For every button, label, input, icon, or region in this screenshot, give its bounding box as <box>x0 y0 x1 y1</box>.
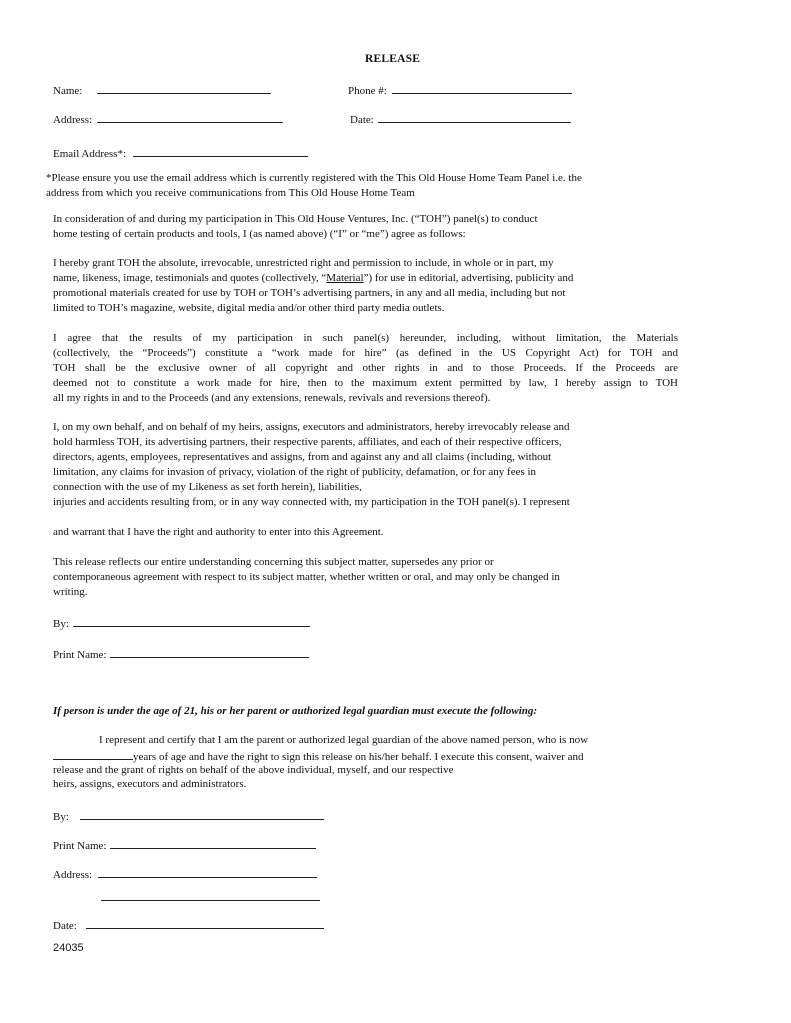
guardian-text: years of age and have the right to sign this release on his/her behalf. I execute this consent, waiver and <box>133 751 584 763</box>
date-field[interactable] <box>378 111 571 123</box>
results-paragraph <box>53 331 678 406</box>
email-note <box>46 171 686 201</box>
paragraph-line: limited to TOH’s magazine, website, digital media and/or other third party media outlets. <box>53 302 445 314</box>
date-row <box>350 111 571 128</box>
paragraph-line: I hereby grant TOH the absolute, irrevocable, unrestricted right and permission to include, in whole or in part, my <box>53 257 554 269</box>
name-label: Name: <box>53 85 83 97</box>
paragraph-line: limitation, any claims for invasion of privacy, violation of the right of publicity, defamation, or for any fees in <box>53 466 537 478</box>
guardian-address-row <box>53 866 317 883</box>
paragraph-line: promotional materials created for use by TOH or TOH’s advertising partners, in any and all media, including but not <box>53 287 566 299</box>
guardian-address-row-2 <box>101 889 320 906</box>
phone-label: Phone #: <box>348 85 387 97</box>
paragraph-line: hold harmless TOH, its advertising partners, their respective parents, affiliates, and each of their respective officers, <box>53 436 562 448</box>
grant-text: name, likeness, image, testimonials and quotes (collectively, “ <box>53 272 327 284</box>
paragraph-line: TOH shall be the exclusive owner of all copyright and other rights in and to those Proceeds. If the Proceeds are <box>53 362 678 374</box>
paragraph-line: home testing of certain products and tools, I (as named above) (“I” or “me”) agree as follows: <box>53 228 466 240</box>
email-note-line: *Please ensure you use the email address which is currently registered with the This Old House Home Team Panel i.e. the <box>46 172 582 184</box>
guardian-date-field[interactable] <box>86 917 324 929</box>
paragraph-line: In consideration of and during my participation in This Old House Ventures, Inc. (“TOH”) panel(s) to conduct <box>53 213 538 225</box>
phone-row <box>348 82 572 99</box>
guardian-print-name-label: Print Name: <box>53 840 107 852</box>
paragraph-line: directors, agents, employees, representatives and assigns, from and against any and all claims (including, without <box>53 451 552 463</box>
by-label: By: <box>53 618 69 630</box>
grant-text: ”) for use in editorial, advertising, publicity and <box>363 272 574 284</box>
guardian-signature-field[interactable] <box>80 808 324 820</box>
age-field[interactable] <box>53 748 133 760</box>
paragraph-line <box>53 271 678 286</box>
guardian-by-row <box>53 808 324 825</box>
guardian-by-label: By: <box>53 811 69 823</box>
guardian-date-row <box>53 917 324 934</box>
entire-agreement-paragraph <box>53 555 678 600</box>
page-title: RELEASE <box>365 53 421 65</box>
address-field[interactable] <box>97 111 283 123</box>
release-paragraph <box>53 420 678 510</box>
email-row <box>53 145 308 162</box>
guardian-line-3: release and the grant of rights on behalf of the above individual, myself, and our respective <box>53 764 454 776</box>
paragraph-line: contemporaneous agreement with respect to its subject matter, whether written or oral, and may only be changed in <box>53 571 560 583</box>
material-term: Material <box>326 272 364 284</box>
guardian-date-label: Date: <box>53 920 77 932</box>
guardian-print-name-field[interactable] <box>110 837 316 849</box>
phone-field[interactable] <box>392 82 572 94</box>
paragraph-line: connection with the use of my Likeness as set forth herein), liabilities, <box>53 481 362 493</box>
paragraph-line: I agree that the results of my participation in such panel(s) hereunder, including, without limitation, the Materials <box>53 332 678 344</box>
paragraph-line: I, on my own behalf, and on behalf of my heirs, assigns, executors and administrators, hereby irrevocably release and <box>53 421 570 433</box>
guardian-address-field-1[interactable] <box>98 866 317 878</box>
guardian-heading: If person is under the age of 21, his or her parent or authorized legal guardian must execute the following: <box>53 705 538 717</box>
guardian-print-name-row <box>53 837 316 854</box>
date-label: Date: <box>350 114 374 126</box>
paragraph-line: all my rights in and to the Proceeds (and any extensions, renewals, revivals and reversions thereof). <box>53 392 491 404</box>
signature-by-row <box>53 615 310 632</box>
name-field[interactable] <box>97 82 271 94</box>
address-label: Address: <box>53 114 93 126</box>
guardian-line-1: I represent and certify that I am the parent or authorized legal guardian of the above named person, who is now <box>99 734 589 746</box>
print-name-label: Print Name: <box>53 649 107 661</box>
guardian-address-field-2[interactable] <box>101 889 320 901</box>
form-number: 24035 <box>53 942 84 954</box>
guardian-address-label: Address: <box>53 869 93 881</box>
guardian-line-4: heirs, assigns, executors and administrators. <box>53 778 247 790</box>
paragraph-line: (collectively, the “Proceeds”) constitute a “work made for hire” (as defined in the US Copyright Act) for TOH and <box>53 347 678 359</box>
paragraph-line: injuries and accidents resulting from, or in any way connected with, my participation in the TOH panel(s). I represent <box>53 496 570 508</box>
paragraph-line: deemed not to constitute a work made for hire, then to the maximum extent permitted by law, I hereby assign to TOH <box>53 377 678 389</box>
consideration-paragraph <box>53 212 678 242</box>
address-row <box>53 111 283 128</box>
email-label: Email Address*: <box>53 148 127 160</box>
paragraph-line: writing. <box>53 586 88 598</box>
email-note-line: address from which you receive communications from This Old House Home Team <box>46 187 415 199</box>
print-name-field[interactable] <box>110 646 309 658</box>
print-name-row <box>53 646 309 663</box>
signature-field[interactable] <box>73 615 310 627</box>
grant-paragraph <box>53 256 678 316</box>
email-field[interactable] <box>133 145 308 157</box>
warrant-line: and warrant that I have the right and authority to enter into this Agreement. <box>53 526 384 538</box>
paragraph-line: This release reflects our entire understanding concerning this subject matter, supersedes any prior or <box>53 556 494 568</box>
name-row <box>53 82 271 99</box>
